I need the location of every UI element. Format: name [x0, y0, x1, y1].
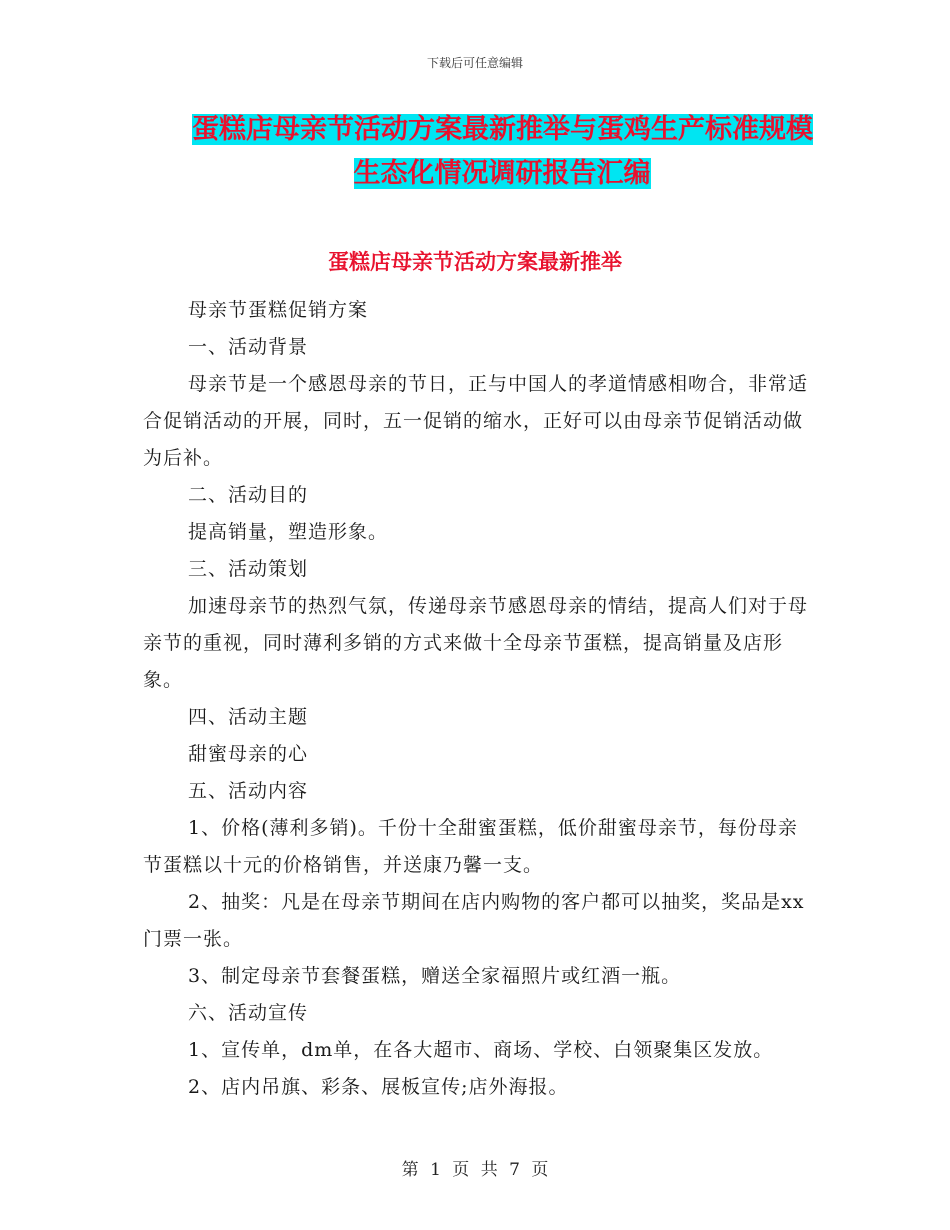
heading-promotion: 六、活动宣传	[188, 1002, 309, 1024]
heading-purpose: 二、活动目的	[188, 484, 309, 506]
title-line-1: 蛋糕店母亲节活动方案最新推举与蛋鸡生产标准规模	[192, 114, 813, 145]
paragraph: 甜蜜母亲的心	[188, 743, 309, 765]
heading-planning: 三、活动策划	[188, 558, 309, 580]
heading-background: 一、活动背景	[188, 336, 309, 358]
document-body	[143, 292, 813, 1106]
section-title: 蛋糕店母亲节活动方案最新推举	[328, 250, 622, 274]
paragraph: 2、店内吊旗、彩条、展板宣传;店外海报。	[188, 1076, 569, 1098]
paragraph: 1、价格(薄利多销)。千份十全甜蜜蛋糕，低价甜蜜母亲节，每份母亲节蛋糕以十元的价格销售，并送康乃馨一支。	[143, 817, 798, 876]
paragraph: 母亲节蛋糕促销方案	[188, 299, 369, 321]
paragraph: 3、制定母亲节套餐蛋糕，赠送全家福照片或红酒一瓶。	[188, 965, 682, 987]
heading-theme: 四、活动主题	[188, 706, 309, 728]
header-note: 下载后可任意编辑	[426, 56, 523, 70]
paragraph: 2、抽奖：凡是在母亲节期间在店内购物的客户都可以抽奖，奖品是xx门票一张。	[143, 891, 805, 950]
title-line-2: 生态化情况调研报告汇编	[353, 158, 651, 189]
paragraph: 提高销量，塑造形象。	[188, 521, 389, 543]
paragraph: 加速母亲节的热烈气氛，传递母亲节感恩母亲的情结，提高人们对于母亲节的重视，同时薄利多销的方式来做十全母亲节蛋糕，提高销量及店形象。	[143, 595, 809, 691]
document-title	[192, 108, 812, 196]
heading-content: 五、活动内容	[188, 780, 309, 802]
page-footer: 第 1 页 共 7 页	[401, 1160, 549, 1180]
paragraph: 1、宣传单，dm单，在各大超市、商场、学校、白领聚集区发放。	[188, 1039, 774, 1061]
paragraph: 母亲节是一个感恩母亲的节日，正与中国人的孝道情感相吻合，非常适合促销活动的开展，同时，五一促销的缩水，正好可以由母亲节促销活动做为后补。	[143, 373, 809, 469]
